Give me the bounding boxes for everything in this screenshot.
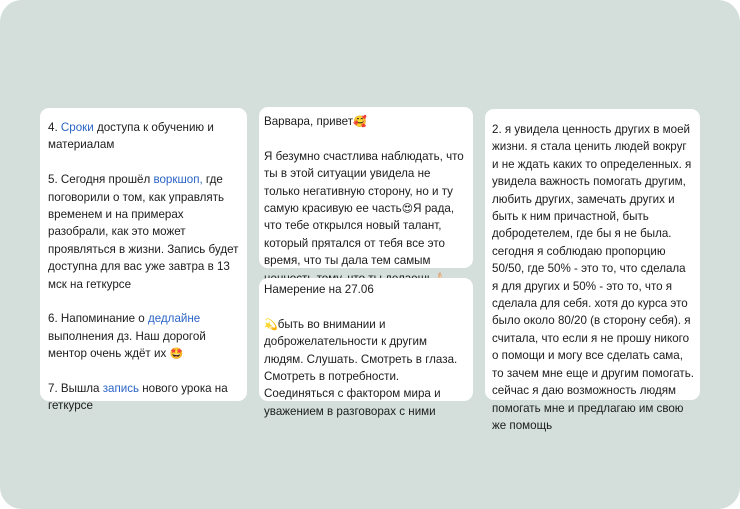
- item-6: [48, 310, 239, 362]
- item-6-text: 6. Напоминание о: [48, 312, 148, 326]
- message-card-reflection: [485, 109, 700, 432]
- item-4-text-rest: доступа к обучению и материалам: [48, 121, 214, 152]
- item-6-text-rest: выполнения дз. Наш дорогой ментор очень ждёт их: [48, 329, 206, 361]
- item-4-text: 4.: [48, 121, 61, 134]
- heart-eyes-emoji-icon: 😍: [401, 202, 414, 216]
- workshop-link[interactable]: воркшоп,: [153, 173, 203, 187]
- message-card-intention: [259, 278, 473, 418]
- item-5-text-rest: где поговорили о том, как управлять временем и на примерах разобрали, как это может проявляться в жизни. Запись будет доступна для вас уже завтра в 13 мск на геткурсе: [48, 173, 239, 291]
- item-4: [48, 119, 239, 154]
- item-5-text: 5. Сегодня прошёл: [48, 173, 154, 187]
- deadlines-link[interactable]: Сроки: [60, 121, 94, 134]
- intention-text: быть во внимании и доброжелательности к другим людям. Слушать. Смотреть в глаза. Смотреть в потребности. Соединяться с фактором мира и уважением в разговорах с ними: [264, 317, 458, 418]
- greeting-text: Варвара, привет: [264, 115, 354, 128]
- feedback-text-1: Я безумно счастлива наблюдать, что ты в этой ситуации увидела не только негативную сторону, но и ту самую красивую ее часть: [264, 149, 464, 216]
- intention-title: Намерение на 27.06: [264, 283, 374, 296]
- star-eyes-emoji-icon: 🤩: [169, 347, 184, 361]
- dizzy-emoji-icon: 💫: [264, 317, 278, 331]
- reflection-text: 2. я увидела ценность других в моей жизни. я стала ценить людей вокруг и не ждать каких то определенных. я увидела важность помогать другим, любить других, замечать других и быть к ним причастной, быть добродетелем, где бы я не была. сегодня я соблюдаю пропорцию 50/50, где 50% - это то, что сделала я для других и 50% - это то, что я сделала для себя. хотя до курса это было около 80/20 (в сторону себя). я считала, что если я не прошу никого о помощи и могу все сделать сама, то зачем мне еще и другим помогать. сейчас я даю возможность людям помогать мне и предлагаю им свою же помощь: [492, 123, 694, 432]
- message-card-feedback: [259, 107, 473, 268]
- item-5: [48, 171, 239, 293]
- message-card-announcements: [40, 108, 247, 413]
- recording-link[interactable]: запись: [102, 382, 140, 396]
- item-7-text: 7. Вышла: [48, 382, 103, 396]
- intention-body: [264, 316, 467, 420]
- feedback-text-2: Я рада, что тебе открылся новый талант, который прятался от тебя все это время, что ты дала тем самым: [264, 202, 455, 268]
- deadline-link[interactable]: дедлайне: [147, 312, 201, 326]
- smiling-hearts-emoji-icon: 🥰: [353, 115, 367, 128]
- feedback-body: [264, 148, 467, 287]
- item-7-text-rest: нового урока на геткурсе: [48, 382, 228, 413]
- greeting: [264, 113, 467, 130]
- item-7: [48, 380, 239, 415]
